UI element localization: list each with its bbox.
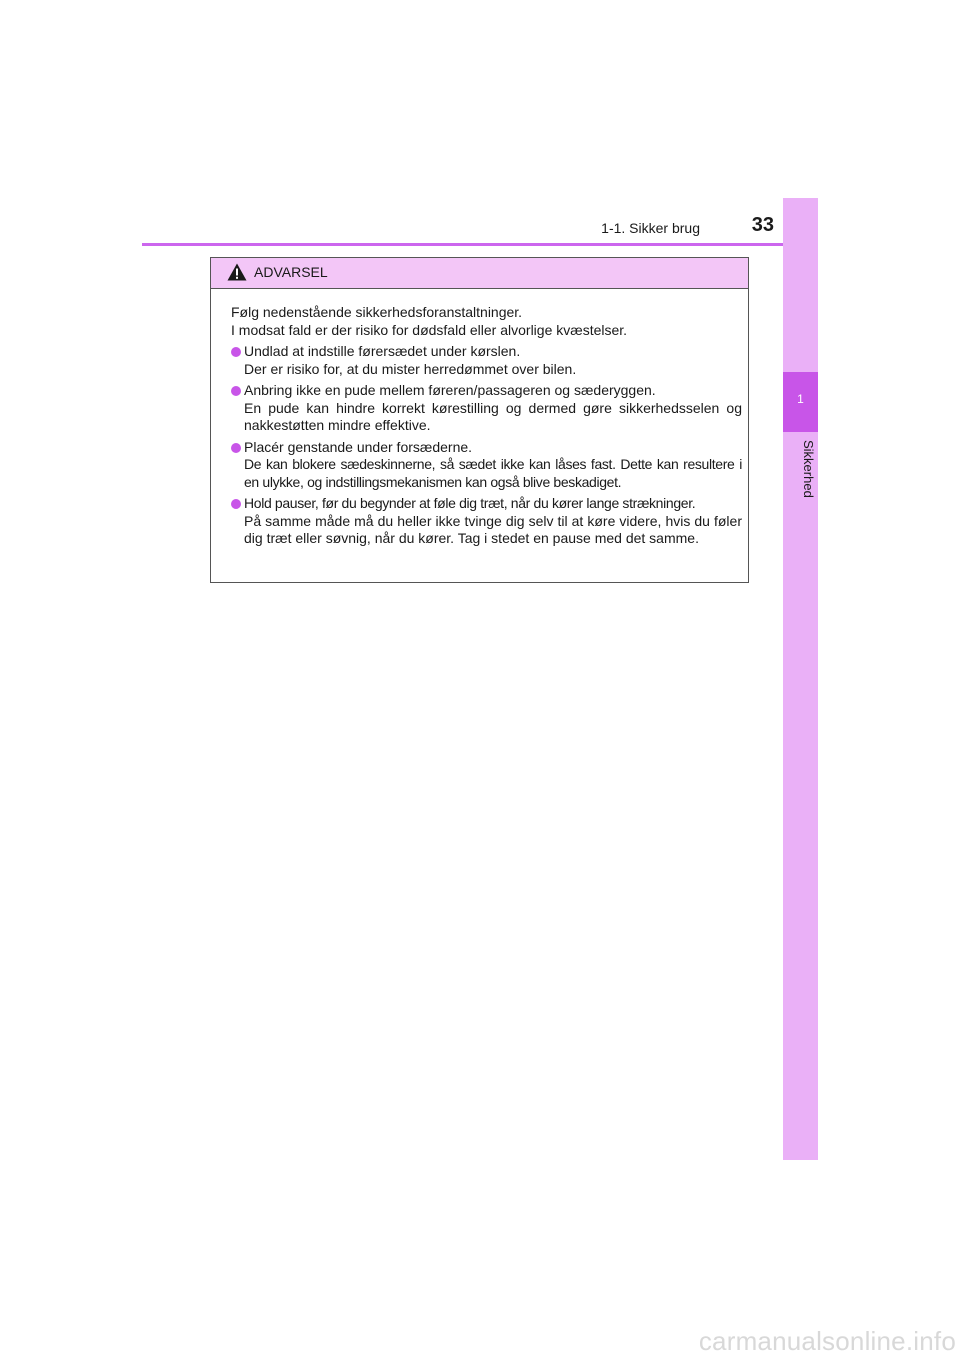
bullet-dot-icon xyxy=(231,499,241,509)
page-number: 33 xyxy=(751,214,774,236)
chapter-name: Sikkerhed xyxy=(801,440,816,498)
bullet-dot-icon xyxy=(231,386,241,396)
warning-bullet xyxy=(231,439,742,492)
warning-box xyxy=(210,257,749,583)
bullet-heading: Anbring ikke en pude mellem føreren/passageren og sæderyggen. xyxy=(244,382,656,398)
warning-body xyxy=(211,289,748,548)
bullet-dot-icon xyxy=(231,443,241,453)
bullet-dot-icon xyxy=(231,347,241,357)
warning-label: ADVARSEL xyxy=(254,264,328,280)
chapter-side-tab xyxy=(783,198,818,1160)
intro-line: I modsat fald er der risiko for dødsfald eller alvorlige kvæstelser. xyxy=(231,321,628,338)
bullet-text: De kan blokere sædeskinnerne, så sædet ikke kan låses fast. Dette kan resultere i en ulykke, og indstillingsmekanismen kan også blive beskadiget. xyxy=(244,456,742,490)
bullet-text: En pude kan hindre korrekt kørestilling og dermed gøre sikkerhedsselen og nakkestøtten mindre effektive. xyxy=(244,399,742,433)
warning-bullet xyxy=(231,343,742,378)
intro-line: Følg nedenstående sikkerhedsforanstaltninger. xyxy=(231,304,523,320)
bullet-heading: Placér genstande under forsæderne. xyxy=(244,438,473,455)
warning-intro xyxy=(231,304,742,339)
header-rule xyxy=(142,243,818,246)
bullet-heading: Hold pauser, før du begynder at føle dig træt, når du kører lange strækninger. xyxy=(244,495,696,511)
bullet-heading: Undlad at indstille førersædet under kørslen. xyxy=(244,343,521,359)
chapter-number: 1 xyxy=(797,392,804,406)
warning-bullet xyxy=(231,495,742,548)
bullet-text: På samme måde må du heller ikke tvinge dig selv til at køre videre, hvis du føler dig træt eller søvnig, når du kører. Tag i stedet en pause med det samme. xyxy=(244,512,742,546)
warning-triangle-icon xyxy=(227,263,247,281)
warning-bullet xyxy=(231,382,742,435)
section-title: 1-1. Sikker brug xyxy=(601,220,700,236)
bullet-text: Der er risiko for, at du mister herredømmet over bilen. xyxy=(244,360,577,377)
warning-header xyxy=(211,258,748,289)
site-watermark: carmanualsonline.info xyxy=(698,1326,956,1356)
